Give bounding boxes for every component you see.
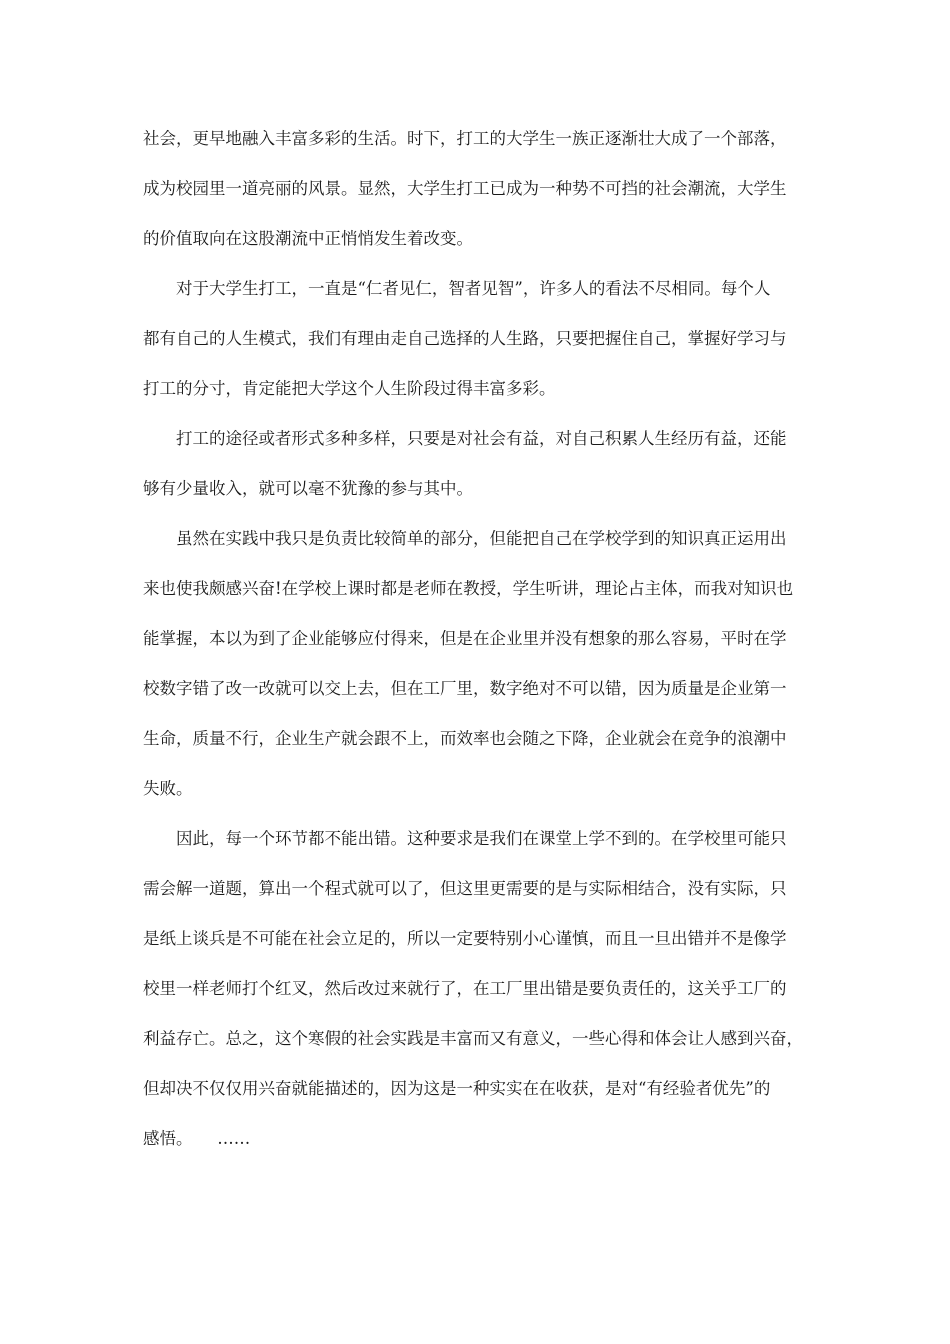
paragraph-2 bbox=[143, 275, 808, 425]
text-line: 打工的途径或者形式多种多样，只要是对社会有益，对自己积累人生经历有益，还能 bbox=[143, 429, 787, 448]
text-line: 打工的分寸，肯定能把大学这个人生阶段过得丰富多彩。 bbox=[143, 379, 556, 398]
text-line: 的价值取向在这股潮流中正悄悄发生着改变。 bbox=[143, 229, 473, 248]
text-line: 因此，每一个环节都不能出错。这种要求是我们在课堂上学不到的。在学校里可能只 bbox=[143, 829, 787, 848]
text-line: 能掌握，本以为到了企业能够应付得来，但是在企业里并没有想象的那么容易，平时在学 bbox=[143, 629, 787, 648]
text-line: 校数字错了改一改就可以交上去，但在工厂里，数字绝对不可以错，因为质量是企业第一 bbox=[143, 679, 787, 698]
paragraph-1 bbox=[143, 125, 808, 275]
text-line: 都有自己的人生模式，我们有理由走自己选择的人生路，只要把握住自己，掌握好学习与 bbox=[143, 329, 787, 348]
paragraph-5 bbox=[143, 825, 808, 1175]
text-line: 够有少量收入，就可以毫不犹豫的参与其中。 bbox=[143, 479, 473, 498]
text-line: 利益存亡。总之，这个寒假的社会实践是丰富而又有意义，一些心得和体会让人感到兴奋， bbox=[143, 1029, 803, 1048]
text-line: 社会，更早地融入丰富多彩的生活。时下，打工的大学生一族正逐渐壮大成了一个部落， bbox=[143, 129, 787, 148]
text-line: 失败。 bbox=[143, 779, 193, 798]
text-line: 是纸上谈兵是不可能在社会立足的，所以一定要特别小心谨慎，而且一旦出错并不是像学 bbox=[143, 929, 787, 948]
paragraph-4 bbox=[143, 525, 808, 825]
paragraph-3 bbox=[143, 425, 808, 525]
text-line: 感悟。 …… bbox=[143, 1129, 251, 1148]
body-text bbox=[143, 125, 808, 1175]
text-line: 生命，质量不行，企业生产就会跟不上，而效率也会随之下降，企业就会在竞争的浪潮中 bbox=[143, 729, 787, 748]
text-line: 虽然在实践中我只是负责比较简单的部分，但能把自己在学校学到的知识真正运用出 bbox=[143, 529, 787, 548]
text-line: 需会解一道题，算出一个程式就可以了，但这里更需要的是与实际相结合，没有实际，只 bbox=[143, 879, 787, 898]
text-line: 但却决不仅仅用兴奋就能描述的，因为这是一种实实在在收获，是对“有经验者优先”的 bbox=[143, 1079, 771, 1098]
text-line: 来也使我颇感兴奋!在学校上课时都是老师在教授，学生听讲，理论占主体，而我对知识也 bbox=[143, 579, 794, 598]
text-line: 成为校园里一道亮丽的风景。显然，大学生打工已成为一种势不可挡的社会潮流，大学生 bbox=[143, 179, 787, 198]
text-line: 校里一样老师打个红叉，然后改过来就行了，在工厂里出错是要负责任的，这关乎工厂的 bbox=[143, 979, 787, 998]
text-line: 对于大学生打工，一直是“仁者见仁，智者见智”，许多人的看法不尽相同。每个人 bbox=[143, 279, 771, 298]
